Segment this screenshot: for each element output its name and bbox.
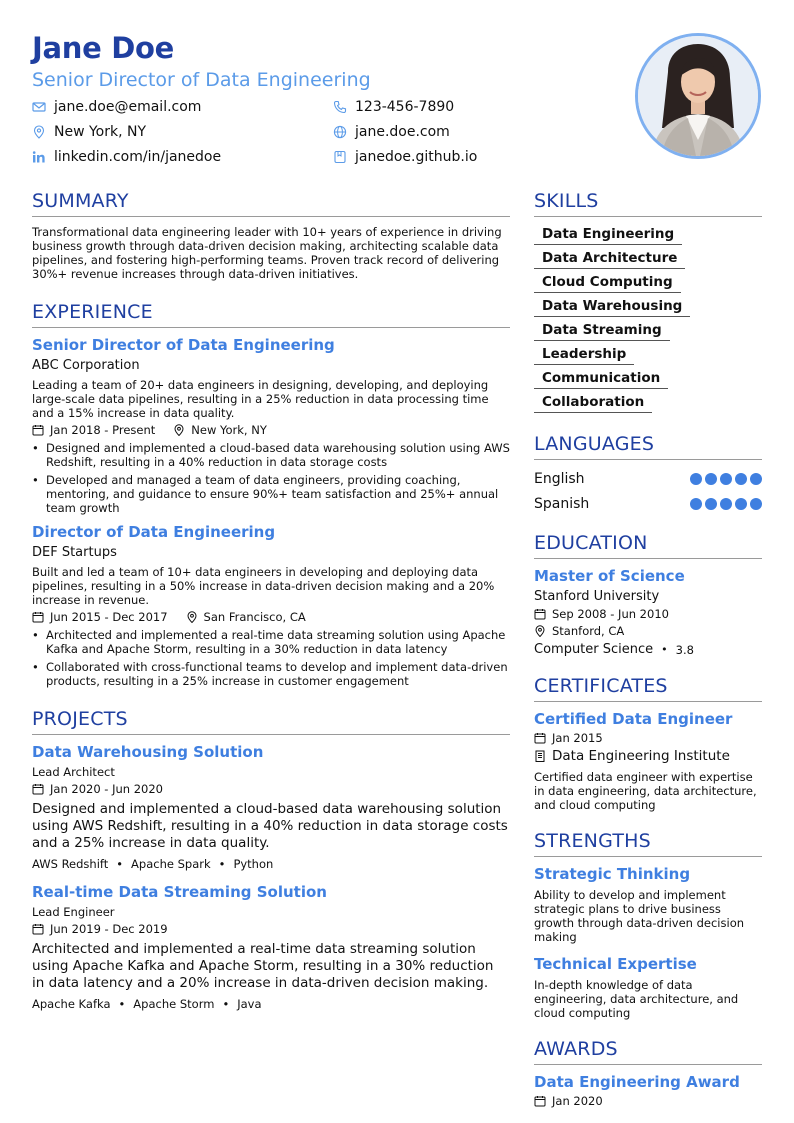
education-section bbox=[534, 532, 762, 657]
experience-section bbox=[32, 301, 510, 688]
strength-description: Ability to develop and implement strategic plans to drive business growth through data-driven decision making bbox=[534, 888, 745, 944]
education-heading: EDUCATION bbox=[534, 532, 762, 559]
award-date-row bbox=[534, 1094, 762, 1108]
skill-tag: Communication bbox=[534, 369, 668, 389]
profile-photo bbox=[635, 33, 761, 159]
location-pin-icon bbox=[32, 125, 46, 139]
certificate-date-row bbox=[534, 731, 762, 745]
bullet-item: • Developed and managed a team of data engineers, providing coaching, mentoring, and guidance to ensure 90%+ team satisfaction and 25%+ annual team growth bbox=[32, 473, 510, 515]
contact-phone[interactable] bbox=[333, 99, 454, 115]
job-description: Leading a team of 20+ data engineers in designing, developing, and deploying large-scale data pipelines, resulting in a 25% reduction in data processing time and a 15% increase in data quality. bbox=[32, 378, 489, 420]
language-name: Spanish bbox=[534, 495, 590, 512]
linkedin-text: linkedin.com/in/janedoe bbox=[54, 149, 222, 165]
skill-tag: Data Architecture bbox=[534, 249, 685, 269]
skills-section bbox=[534, 190, 762, 417]
skill-tag: Data Engineering bbox=[534, 225, 682, 245]
skills-list bbox=[534, 225, 762, 417]
awards-heading: AWARDS bbox=[534, 1038, 762, 1065]
strengths-section bbox=[534, 830, 762, 1020]
strength-name: Technical Expertise bbox=[534, 955, 697, 973]
tag: Apache Spark bbox=[131, 857, 211, 871]
project-role: Lead Engineer bbox=[32, 905, 115, 919]
skill-tag: Collaboration bbox=[534, 393, 652, 413]
calendar-icon bbox=[534, 732, 546, 744]
phone-icon bbox=[333, 100, 347, 114]
languages-heading: LANGUAGES bbox=[534, 433, 762, 460]
project-role: Lead Architect bbox=[32, 765, 115, 779]
skill-tag: Data Warehousing bbox=[534, 297, 690, 317]
contact-email[interactable] bbox=[32, 99, 201, 115]
link-page-icon bbox=[333, 150, 347, 164]
right-column bbox=[534, 190, 762, 1108]
project-tags: Apache Kafka • Apache Storm • Java bbox=[32, 997, 262, 1011]
calendar-icon bbox=[32, 923, 44, 935]
project-dates: Jan 2020 - Jun 2020 bbox=[50, 782, 164, 796]
globe-icon bbox=[333, 125, 347, 139]
left-column bbox=[32, 190, 510, 1011]
language-name: English bbox=[534, 470, 585, 487]
tag: AWS Redshift bbox=[32, 857, 109, 871]
skill-tag: Leadership bbox=[534, 345, 634, 365]
field-of-study: Computer Science bbox=[534, 642, 654, 657]
certificate-description: Certified data engineer with expertise in data engineering, data architecture, and cloud computing bbox=[534, 770, 757, 812]
job-location: New York, NY bbox=[191, 423, 267, 437]
github-text: janedoe.github.io bbox=[355, 149, 478, 165]
project-description: Designed and implemented a cloud-based data warehousing solution using AWS Redshift, resulting in a 40% reduction in data storage costs and a 25% increase in data quality. bbox=[32, 801, 508, 851]
contact-github[interactable] bbox=[333, 149, 477, 165]
languages-section bbox=[534, 433, 762, 514]
tag: Java bbox=[237, 997, 262, 1011]
building-icon bbox=[534, 750, 546, 762]
calendar-icon bbox=[534, 608, 546, 620]
strengths-heading: STRENGTHS bbox=[534, 830, 762, 857]
education-dates-row bbox=[534, 607, 762, 621]
certificates-heading: CERTIFICATES bbox=[534, 675, 762, 702]
project-item bbox=[32, 883, 510, 1011]
job-meta bbox=[32, 610, 510, 624]
experience-item bbox=[32, 523, 510, 688]
strength-description: In-depth knowledge of data engineering, data architecture, and cloud computing bbox=[534, 978, 739, 1020]
contact-linkedin[interactable] bbox=[32, 149, 221, 165]
education-dates: Sep 2008 - Jun 2010 bbox=[552, 607, 669, 621]
summary-section bbox=[32, 190, 510, 281]
language-row bbox=[534, 468, 762, 489]
certificates-section bbox=[534, 675, 762, 812]
language-row bbox=[534, 493, 762, 514]
language-level-dots bbox=[687, 498, 762, 510]
calendar-icon bbox=[32, 783, 44, 795]
tag: Apache Kafka bbox=[32, 997, 111, 1011]
certificate-issuer-row bbox=[534, 748, 762, 764]
school-name: Stanford University bbox=[534, 589, 660, 604]
phone-text: 123-456-7890 bbox=[355, 99, 455, 115]
certificate-date: Jan 2015 bbox=[552, 731, 603, 745]
candidate-name: Jane Doe bbox=[32, 31, 175, 65]
project-name: Real-time Data Streaming Solution bbox=[32, 883, 327, 901]
location-pin-icon bbox=[173, 424, 185, 436]
gpa-value: 3.8 bbox=[675, 642, 694, 657]
company-name: ABC Corporation bbox=[32, 358, 140, 373]
tag: Apache Storm bbox=[133, 997, 215, 1011]
strength-name: Strategic Thinking bbox=[534, 865, 691, 883]
job-location: San Francisco, CA bbox=[203, 610, 306, 624]
email-text: jane.doe@email.com bbox=[54, 99, 202, 115]
job-meta bbox=[32, 423, 510, 437]
calendar-icon bbox=[534, 1095, 546, 1107]
job-dates: Jan 2018 - Present bbox=[50, 423, 156, 437]
email-icon bbox=[32, 100, 46, 114]
summary-heading: SUMMARY bbox=[32, 190, 510, 217]
website-text: jane.doe.com bbox=[355, 124, 450, 140]
job-bullets bbox=[32, 628, 510, 688]
job-description: Built and led a team of 10+ data engineers in developing and deploying data pipelines, resulting in a 50% increase in data-driven decision making and a 20% increase in revenue. bbox=[32, 565, 495, 607]
calendar-icon bbox=[32, 424, 44, 436]
summary-text: Transformational data engineering leader with 10+ years of experience in driving business growth through data-driven decision making, architecting scalable data pipelines, and fostering high-performing teams. Proven track record of delivering 30%+ revenue increases through data-driven initiatives. bbox=[32, 225, 502, 281]
location-pin-icon bbox=[186, 611, 198, 623]
projects-section bbox=[32, 708, 510, 1011]
degree-name: Master of Science bbox=[534, 567, 685, 585]
contact-location bbox=[32, 124, 146, 140]
project-item bbox=[32, 743, 510, 871]
award-date: Jan 2020 bbox=[552, 1094, 603, 1108]
job-dates: Jun 2015 - Dec 2017 bbox=[50, 610, 168, 624]
education-field-row: Computer Science • 3.8 bbox=[534, 642, 694, 657]
tag: Python bbox=[233, 857, 274, 871]
job-title: Senior Director of Data Engineering bbox=[32, 336, 335, 354]
skill-tag: Data Streaming bbox=[534, 321, 670, 341]
language-level-dots bbox=[687, 473, 762, 485]
awards-section bbox=[534, 1038, 762, 1108]
skills-heading: SKILLS bbox=[534, 190, 762, 217]
project-meta bbox=[32, 922, 510, 936]
bullet-item: • Designed and implemented a cloud-based data warehousing solution using AWS Redshift, resulting in a 40% reduction in data storage costs bbox=[32, 441, 510, 469]
award-name: Data Engineering Award bbox=[534, 1073, 740, 1091]
project-dates: Jun 2019 - Dec 2019 bbox=[50, 922, 168, 936]
certificate-issuer: Data Engineering Institute bbox=[552, 748, 730, 764]
projects-heading: PROJECTS bbox=[32, 708, 510, 735]
education-location-row bbox=[534, 624, 762, 638]
project-name: Data Warehousing Solution bbox=[32, 743, 264, 761]
project-tags: AWS Redshift • Apache Spark • Python bbox=[32, 857, 274, 871]
candidate-title: Senior Director of Data Engineering bbox=[32, 69, 371, 91]
contact-website[interactable] bbox=[333, 124, 450, 140]
company-name: DEF Startups bbox=[32, 545, 117, 560]
project-meta bbox=[32, 782, 510, 796]
job-title: Director of Data Engineering bbox=[32, 523, 276, 541]
experience-item bbox=[32, 336, 510, 515]
education-location: Stanford, CA bbox=[552, 624, 625, 638]
bullet-item: • Architected and implemented a real-time data streaming solution using Apache Kafka and Apache Storm, resulting in a 30% reduction in data latency bbox=[32, 628, 510, 656]
bullet-item: • Collaborated with cross-functional teams to develop and implement data-driven products, resulting in a 25% increase in customer engagement bbox=[32, 660, 510, 688]
certificate-name: Certified Data Engineer bbox=[534, 710, 733, 728]
linkedin-icon bbox=[32, 150, 46, 164]
location-pin-icon bbox=[534, 625, 546, 637]
job-bullets bbox=[32, 441, 510, 515]
project-description: Architected and implemented a real-time data streaming solution using Apache Kafka and Apache Storm, resulting in a 30% reduction in data latency and a 20% increase in data-driven decision making. bbox=[32, 941, 494, 991]
location-text: New York, NY bbox=[54, 124, 147, 140]
calendar-icon bbox=[32, 611, 44, 623]
skill-tag: Cloud Computing bbox=[534, 273, 681, 293]
experience-heading: EXPERIENCE bbox=[32, 301, 510, 328]
